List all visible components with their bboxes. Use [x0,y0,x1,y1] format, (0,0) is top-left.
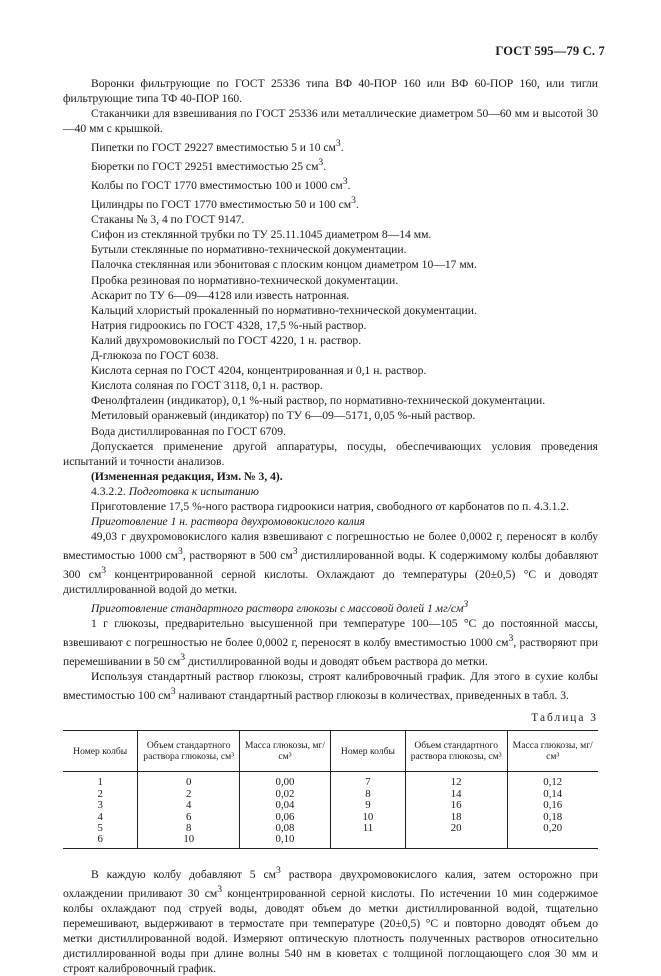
table-cell: 0,02 [240,789,331,800]
table-row [63,812,598,823]
page-content [63,76,598,976]
paragraph: Палочка стеклянная или эбонитовая с плоским концом диаметром 10—17 мм. [91,258,477,272]
table-header-cell: Масса глюкозы, мг/см³ [240,731,331,772]
table-cell: 7 [330,772,405,789]
paragraph: Кальций хлористый прокаленный по нормативно-технической документации. [91,303,477,317]
table-row [63,800,598,811]
table-cell: 2 [138,789,240,800]
table-header-cell: Номер колбы [330,731,405,772]
table-cell: 0,06 [240,812,331,823]
body-text-top [63,76,598,703]
paragraph: Пипетки по ГОСТ 29227 вместимостью 5 и 10 $см^3$. [91,138,344,155]
paragraph: Кислота серная по ГОСТ 4204, концентрированная и 0,1 н. раствор. [91,364,427,378]
table-cell: 2 [97,787,103,800]
table-cell: 0,10 [240,834,331,848]
table-cell: 0,00 [240,772,331,789]
table-cell [330,834,405,848]
table-cell: 0,08 [240,823,331,834]
table-header-cell: Объем стандартного раствора глюкозы, см³ [138,731,240,772]
table-3 [63,730,598,848]
paragraph: Допускается применение другой аппаратуры, посуды, обеспечивающих условия проведения испытаний и точности анализов. [63,439,598,468]
table-header-row [63,731,598,772]
table-cell: 11 [330,823,405,834]
table-caption: Таблица 3 [531,712,598,725]
table-cell: 18 [405,812,507,823]
paragraph: Стаканы № 3, 4 по ГОСТ 9147. [91,213,245,227]
paragraph: Калий двухромовокислый по ГОСТ 4220, 1 н. раствор. [91,333,362,347]
table-cell: 12 [405,772,507,789]
table-cell: 0,12 [507,772,598,789]
paragraph: Бюретки по ГОСТ 29251 вместимостью 25 $см^3$. [91,157,327,174]
table-row [63,834,598,848]
paragraph: В каждую колбу добавляют 5 $см^3$ раствора двухромовокислого калия, затем осторожно при охлаждении приливают 30 $см^3$ концентрированной серной кислоты. По истечении 10 мин содержимое колбы охлаждают под струей воды, доводят объем до метки дистиллированной водой, тщательно перемешивают, выдерживают в термостате при температуре (20±0,5) °С и повторно доводят объем до метки дистиллированной водой. Измеряют оптическую плотность полученных растворов относительно дистиллированной воды при длине волны 540 нм в кюветах с толщиной поглощающего слоя 30 мм и строят калибровочный график. [63,864,598,976]
table-cell: 8 [138,823,240,834]
paragraph: Стаканчики для взвешивания по ГОСТ 25336 или металлические диаметром 50—60 мм и высотой 30—40 мм с крышкой. [63,107,598,136]
table-cell: 0,20 [507,823,598,834]
paragraph: Кислота соляная по ГОСТ 3118, 0,1 н. раствор. [91,379,323,393]
table-cell: 0,16 [507,800,598,811]
table-cell: 4 [138,800,240,811]
table-cell: 10 [330,812,405,823]
table-header-cell: Масса глюкозы, мг/см³ [507,731,598,772]
page-header: ГОСТ 595—79 С. 7 [495,44,605,58]
table-row [63,789,598,800]
paragraph: Сифон из стеклянной трубки по ТУ 25.11.1045 диаметром 8—14 мм. [91,228,432,242]
table-cell: 10 [138,834,240,848]
paragraph: 1 г глюкозы, предварительно высушенной при температуре 100—105 °С до постоянной массы, взвешивают с погрешностью не более 0,0002 г, переносят в колбу вместимостью 1000 $см^3$, растворяют при перемешивании в 50 $см^3$ дистиллированной воды и доводят объем раствора до метки. [63,617,599,669]
table-row [63,823,598,834]
paragraph: Цилиндры по ГОСТ 1770 вместимостью 50 и 100 $см^3$. [91,195,359,212]
table-cell: 20 [405,823,507,834]
table-cell: 9 [330,800,405,811]
paragraph: Д-глюкоза по ГОСТ 6038. [91,349,219,363]
paragraph: Вода дистиллированная по ГОСТ 6709. [91,424,286,438]
paragraph: Бутыли стеклянные по нормативно-технической документации. [91,243,407,257]
table-cell: 4 [97,810,103,823]
paragraph: Натрия гидроокись по ГОСТ 4328, 17,5 %-ный раствор. [91,318,367,332]
table-cell: 6 [138,812,240,823]
table-header-cell: Объем стандартного раствора глюкозы, см³ [405,731,507,772]
paragraph: Пробка резиновая по нормативно-технической документации. [91,273,399,287]
table-row [63,772,598,789]
table-cell: 3 [97,799,103,812]
table-header-cell: Номер колбы [63,731,138,772]
paragraph: Приготовление 17,5 %-ного раствора гидроокиси натрия, свободного от карбонатов по п. 4.3.1.2. [91,499,569,513]
table-cell [405,834,507,848]
table-cell: 16 [405,800,507,811]
table-cell: 0,04 [240,800,331,811]
table-cell: 0,14 [507,789,598,800]
paragraph: Используя стандартный раствор глюкозы, строят калибровочный график. Для этого в сухие колбы вместимостью 100 $см^3$ наливают стандартный раствор глюкозы в количествах, приведенных в табл. 3. [63,670,598,703]
paragraph: Фенолфталеин (индикатор), 0,1 %-ный раствор, по нормативно-технической документации. [91,394,546,408]
paragraph: 49,03 г двухромовокислого калия взвешивают с погрешностью не более 0,0002 г, переносят в колбу вместимостью 1000 $см^3$, растворяют в 500 $см^3$ дистиллированной воды. К содержимому колбы добавляют 300 $см^3$ концентрированной серной кислоты. Охлаждают до температуры (20±0,5) °С и доводят дистиллированной водой до метки. [63,530,599,597]
table-cell: 0,18 [507,812,598,823]
body-text-bottom [63,863,598,976]
table-cell: 6 [97,833,103,846]
table-cell: 0 [138,772,240,789]
paragraph: (Измененная редакция, Изм. № 3, 4). [91,469,283,483]
paragraph: 4.3.2.2. Подготовка к испытанию [91,484,259,498]
paragraph: Аскарит по ТУ 6—09—4128 или известь натронная. [91,288,350,302]
paragraph: Колбы по ГОСТ 1770 вместимостью 100 и 1000 $см^3$. [91,176,351,193]
paragraph: Метиловый оранжевый (индикатор) по ТУ 6—09—5171, 0,05 %-ный раствор. [91,409,476,423]
table-cell: 5 [97,821,103,834]
paragraph: Приготовление стандартного раствора глюкозы с массовой долей 1 $мг/см^3$ [91,599,469,616]
table-cell: 14 [405,789,507,800]
paragraph: Приготовление 1 н. раствора двухромовокислого калия [91,515,365,529]
table-cell: 1 [97,776,103,789]
table-body [63,772,598,848]
table-cell: 8 [330,789,405,800]
table-cell [507,834,598,848]
paragraph: Воронки фильтрующие по ГОСТ 25336 типа ВФ 40-ПОР 160 или ВФ 60-ПОР 160, или тигли фильтрующие типа ТФ 40-ПОР 160. [63,77,598,106]
